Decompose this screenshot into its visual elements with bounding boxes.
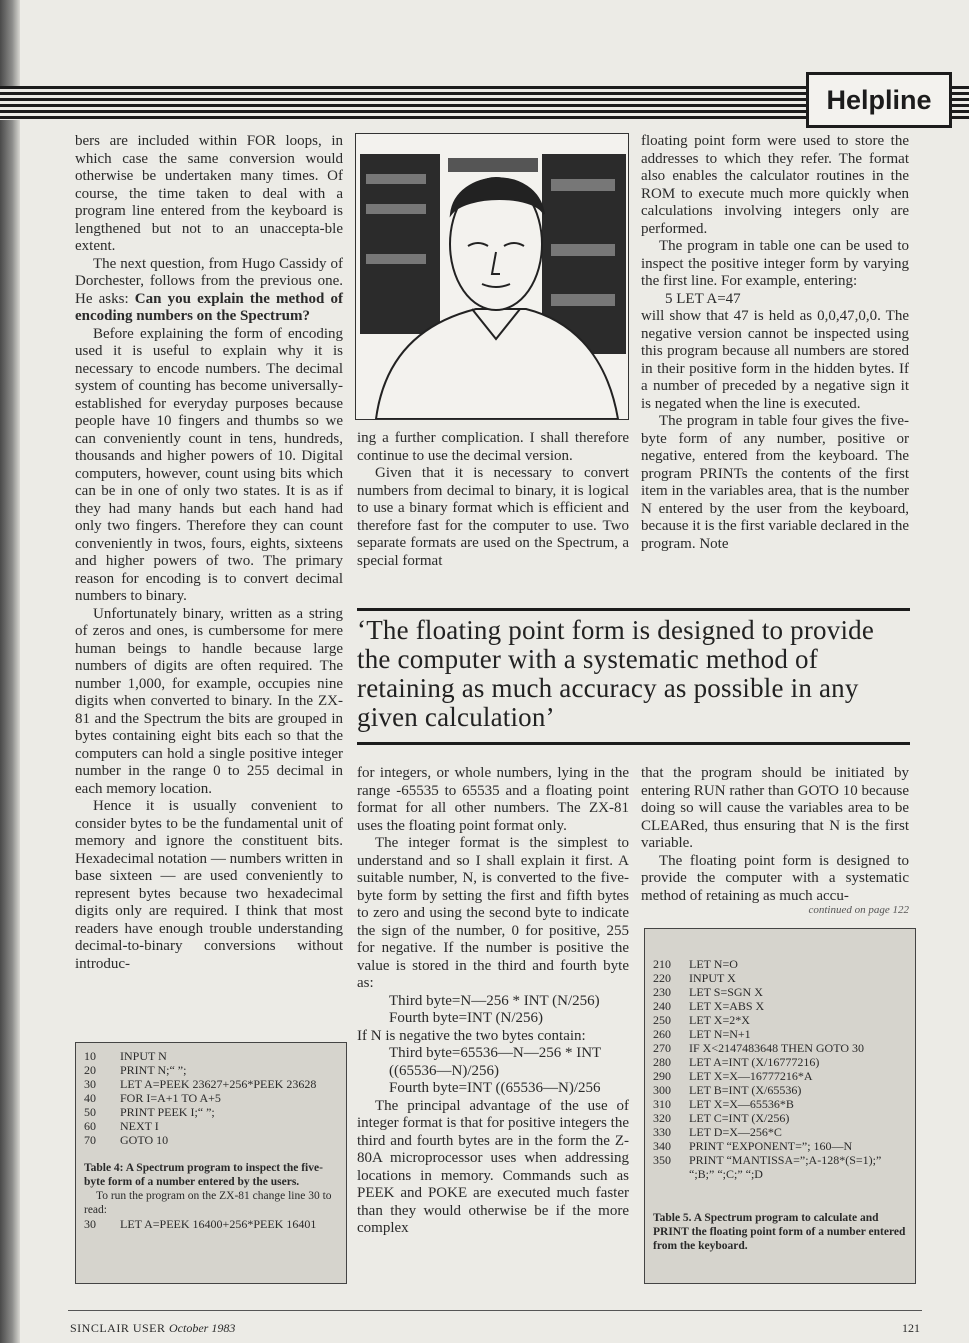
line-number: 320 xyxy=(653,1111,671,1125)
column-2-top xyxy=(357,430,629,570)
pullquote-rule-bottom xyxy=(357,742,910,745)
code-line xyxy=(84,1119,338,1133)
code-line xyxy=(653,1139,907,1153)
line-number: 250 xyxy=(653,1013,671,1027)
code-line xyxy=(84,1217,338,1231)
line-code: LET S=SGN X xyxy=(689,985,763,999)
column-3-bottom xyxy=(641,765,909,905)
code-line xyxy=(653,1111,907,1125)
line-code: LET X=X—65536*B xyxy=(689,1097,794,1111)
line-code: LET N=O xyxy=(689,957,738,971)
formula: Third byte=N—256 * INT (N/256) xyxy=(389,992,600,1009)
code-line xyxy=(653,971,907,985)
line-number: 340 xyxy=(653,1139,671,1153)
line-code: LET N=N+1 xyxy=(689,1027,751,1041)
code-line xyxy=(653,957,907,971)
line-code: GOTO 10 xyxy=(120,1133,169,1147)
pullquote-rule-top xyxy=(357,608,910,611)
column-2-bottom xyxy=(357,765,629,1238)
paragraph xyxy=(75,256,343,326)
line-code: PRINT “EXPONENT=”; 160—N xyxy=(689,1139,853,1153)
code-line xyxy=(653,1027,907,1041)
line-number: 230 xyxy=(653,985,671,999)
table-4 xyxy=(75,1042,347,1284)
line-number: 310 xyxy=(653,1097,671,1111)
line-code: INPUT X xyxy=(689,971,736,985)
line-number: 300 xyxy=(653,1083,671,1097)
line-number: 60 xyxy=(84,1119,96,1133)
line-code: LET C=INT (X/256) xyxy=(689,1111,790,1125)
code-line xyxy=(653,1083,907,1097)
line-number: 70 xyxy=(84,1133,96,1147)
line-number: 20 xyxy=(84,1063,96,1077)
line-code: LET X=2*X xyxy=(689,1013,750,1027)
line-code: LET A=PEEK 16400+256*PEEK 16401 xyxy=(120,1217,317,1231)
line-code: LET D=X—256*C xyxy=(689,1125,782,1139)
portrait-drawing xyxy=(356,134,628,419)
paragraph: ing a further complication. I shall therefore continue to use the decimal version. xyxy=(357,430,629,464)
paragraph: If N is negative the two bytes contain: xyxy=(357,1027,586,1044)
line-number: 270 xyxy=(653,1041,671,1055)
line-number: 30 xyxy=(84,1217,96,1231)
paragraph: for integers, or whole numbers, lying in the range -65535 to 65535 and a floating point format for all other numbers. The ZX-81 uses the floating point format only. xyxy=(357,765,629,834)
question-bold: Can you explain the method of encoding numbers on the Spectrum? xyxy=(75,290,343,324)
code-line xyxy=(653,1069,907,1083)
line-code: LET A=INT (X/16777216) xyxy=(689,1055,820,1069)
paragraph: The principal advantage of the use of integer format is that for positive integers the third and fourth bytes are in the form the Z-80A microprocessor uses when addressing locations in memory. Commands such as PEEK and POKE are executed much faster than they would otherwise be if the more complex xyxy=(357,1097,629,1236)
pullquote: ‘The floating point form is designed to provide the computer with a systematic method of retaining as much accuracy as possible in any given calculation’ xyxy=(357,615,875,732)
page-gutter xyxy=(0,0,20,1343)
table-note: To run the program on the ZX-81 change line 30 to read: xyxy=(84,1190,332,1216)
footer-credit xyxy=(70,1321,235,1336)
line-code: PRINT PEEK I;“ ”; xyxy=(120,1105,215,1119)
line-number: 240 xyxy=(653,999,671,1013)
paragraph: Before explaining the form of encoding used it is useful to explain why it is necessary to encode numbers. The decimal system of counting has become universally-established for everyday purposes because people have 10 fingers and thumbs so we can conveniently count in tens, hundreds, thousands and higher powers of 10. Digital computers, however, count using bits which can be in one of only two states. It is as if they had many hands but each hand had only two fingers. Therefore they can count conveniently in twos, fours, eights, sixteens and higher powers of two. The primary reason for encoding is to convert decimal numbers to binary. xyxy=(75,325,343,604)
code-line xyxy=(653,1041,907,1055)
line-number: 290 xyxy=(653,1069,671,1083)
paragraph: bers are included within FOR loops, in which case the same conversion would otherwise be undertaken many times. Of course, the time taken to deal with a program line entered from the keyboard is lengthened but not to an unaccepta-ble extent. xyxy=(75,133,343,254)
line-code: PRINT “MANTISSA=”;A-128*(S=1);” “;B;” “;C;” “;D xyxy=(689,1153,882,1181)
line-number: 210 xyxy=(653,957,671,971)
section-title: Helpline xyxy=(826,84,932,115)
line-number: 330 xyxy=(653,1125,671,1139)
line-number: 280 xyxy=(653,1055,671,1069)
line-number: 350 xyxy=(653,1153,671,1167)
code-line xyxy=(84,1063,338,1077)
line-code: NEXT I xyxy=(120,1119,159,1133)
line-number: 220 xyxy=(653,971,671,985)
question-intro: The next question, from Hugo Cassidy of Dorchester, follows from the previous one. He asks: xyxy=(75,255,343,307)
line-number: 30 xyxy=(84,1077,96,1091)
paragraph: Unfortunately binary, written as a string of zeros and ones, is cumbersome for mere human beings to handle because large numbers of digits are often required. The number 1,000, for example, occupies nine digits when converted to binary. In the ZX-81 and the Spectrum the bits are grouped in bytes containing eight bits each so that the computers can hold a single positive integer number in the range 0 to 255 decimal in each memory location. xyxy=(75,605,343,797)
paragraph: The floating point form is designed to provide the computer with a systematic method of retaining as much accu- xyxy=(641,852,909,904)
paragraph: The program in table four gives the five-byte form of any number, positive or negative, entered from the keyboard. The program PRINTs the contents of the first item in the variables area, that is the number N entered by the user from the keyboard, because it is the first variable declared in the program. Note xyxy=(641,413,909,552)
table-caption: Table 5. A Spectrum program to calculate and PRINT the floating point form of a number entered from the keyboard. xyxy=(653,1212,906,1252)
line-code: PRINT N;“ ”; xyxy=(120,1063,187,1077)
line-number: 50 xyxy=(84,1105,96,1119)
code-line xyxy=(84,1049,338,1063)
line-code: LET A=PEEK 23627+256*PEEK 23628 xyxy=(120,1077,317,1091)
section-badge xyxy=(806,72,952,128)
magazine-name: SINCLAIR USER xyxy=(70,1321,166,1335)
code-line xyxy=(653,1055,907,1069)
line-number: 10 xyxy=(84,1049,96,1063)
portrait-illustration xyxy=(355,133,629,420)
code-line xyxy=(84,1091,338,1105)
continued-note: continued on page 122 xyxy=(808,904,909,916)
code-example: 5 LET A=47 xyxy=(665,290,741,307)
code-line xyxy=(84,1077,338,1091)
code-line xyxy=(84,1133,338,1147)
line-number: 40 xyxy=(84,1091,96,1105)
code-line xyxy=(653,999,907,1013)
column-3-top xyxy=(641,133,909,553)
code-line xyxy=(653,985,907,999)
code-line xyxy=(653,1013,907,1027)
line-code: IF X<2147483648 THEN GOTO 30 xyxy=(689,1041,864,1055)
line-code: LET X=X—16777216*A xyxy=(689,1069,813,1083)
column-1 xyxy=(75,133,343,973)
table-caption: Table 4: A Spectrum program to inspect the five-byte form of a number entered by the users. xyxy=(84,1162,323,1188)
line-code: LET B=INT (X/65536) xyxy=(689,1083,802,1097)
paragraph: The program in table one can be used to inspect the positive integer form by varying the first line. For example, entering: xyxy=(641,238,909,289)
table-5 xyxy=(644,928,916,1284)
code-line xyxy=(653,1125,907,1139)
paragraph: will show that 47 is held as 0,0,47,0,0. The negative version cannot be inspected using this program because all numbers are stored in their positive form in the hidden bytes. If a number of preceded by a negative sign it is negated when the line is executed. xyxy=(641,308,909,412)
paragraph: The integer format is the simplest to understand and so I shall explain it first. A suitable number, N, is converted to the five-byte form by setting the first and fifth bytes to zero and using the second byte to indicate the sign of the number, 0 for positive, 255 for negative. If the number is positive the value is stored in the third and fourth byte as: xyxy=(357,835,629,991)
issue-date: October 1983 xyxy=(169,1321,236,1335)
line-code: INPUT N xyxy=(120,1049,167,1063)
line-code: LET X=ABS X xyxy=(689,999,765,1013)
page-number: 121 xyxy=(902,1321,920,1335)
line-number: 260 xyxy=(653,1027,671,1041)
paragraph: Given that it is necessary to convert numbers from decimal to binary, it is logical to use a binary format which is efficient and therefore fast for the computer to use. Two separate formats are used on the Spectrum, a special format xyxy=(357,465,629,569)
paragraph: Hence it is usually convenient to consider bytes to be the fundamental unit of memory and ignore the constituent bits. Hexadecimal notation — numbers written in base sixteen — are used conveniently to represent bytes because two hexadecimal digits only are required. I think that most readers have enough trouble understanding decimal-to-binary conversions without introduc- xyxy=(75,798,343,972)
line-code: FOR I=A+1 TO A+5 xyxy=(120,1091,221,1105)
paragraph: floating point form were used to store the addresses to which they refer. The format also enables the calculator routines in the ROM to execute much more quickly when calculations involving integers only are performed. xyxy=(641,133,909,237)
footer-rule xyxy=(68,1310,922,1311)
formula: Fourth byte=INT (N/256) xyxy=(389,1010,543,1026)
formula: Third byte=65536—N—256 * INT ((65536—N)/256) xyxy=(389,1045,601,1079)
code-line xyxy=(84,1105,338,1119)
code-line xyxy=(653,1153,907,1181)
code-line xyxy=(653,1097,907,1111)
paragraph: that the program should be initiated by entering RUN rather than GOTO 10 because doing so will cause the variables area to be CLEARed, thus ensuring that N is the first variable. xyxy=(641,765,909,851)
formula: Fourth byte=INT ((65536—N)/256 xyxy=(389,1080,601,1096)
